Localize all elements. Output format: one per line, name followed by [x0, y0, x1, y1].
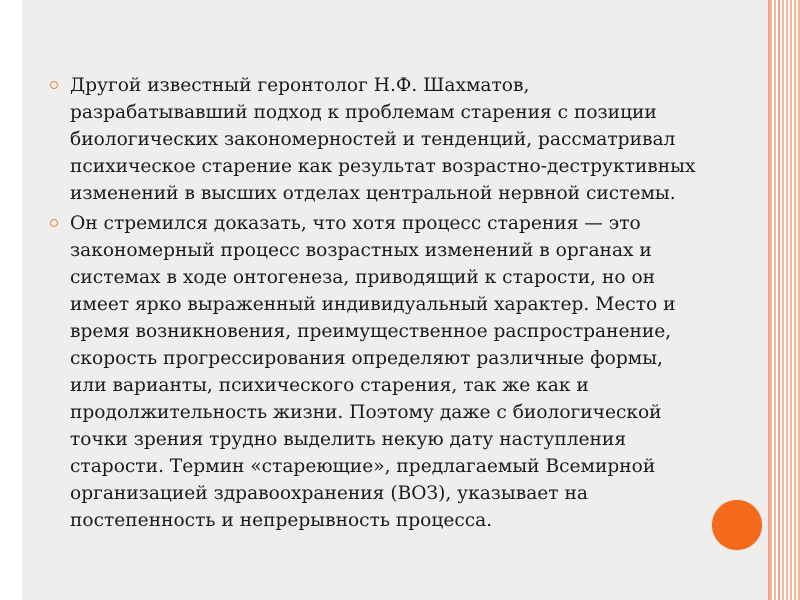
text-line: закономерный процесс возрастных изменений в органах и — [70, 240, 652, 261]
text-line: Другой известный геронтолог Н.Ф. Шахматов, — [70, 75, 530, 96]
text-line: Он стремился доказать, что хотя процесс старения — это — [70, 213, 641, 234]
text-line: постепенность и непрерывность процесса. — [70, 510, 493, 531]
stripe-divider-mid — [778, 0, 780, 600]
bullet-circle-icon — [50, 81, 58, 89]
text-line: разрабатывавший подход к проблемам старения с позиции — [70, 102, 657, 123]
bullet-item — [50, 72, 740, 207]
bullet-circle-icon — [50, 219, 58, 227]
text-line: или варианты, психического старения, так же как и — [70, 375, 589, 396]
text-line: продолжительность жизни. Поэтому даже с биологической — [70, 402, 662, 423]
bullet-item — [50, 210, 740, 534]
text-line: имеет ярко выраженный индивидуальный характер. Место и — [70, 294, 676, 315]
text-line: психическое старение как результат возрастно-деструктивных — [70, 156, 696, 177]
decorative-stripes — [768, 0, 800, 600]
stripe-divider-left — [768, 0, 770, 600]
text-line: биологических закономерностей и тенденций, рассматривал — [70, 129, 676, 150]
bullet-paragraph — [70, 210, 740, 534]
text-line: старости. Термин «стареющие», предлагаемый Всемирной — [70, 456, 656, 477]
text-line: скорость прогрессирования определяют различные формы, — [70, 348, 663, 369]
text-line: изменений в высших отделах центральной нервной системы. — [70, 183, 676, 204]
slide-body-text — [50, 72, 740, 537]
bullet-paragraph — [70, 72, 740, 207]
text-line: организацией здравоохранения (ВОЗ), указывает на — [70, 483, 588, 504]
text-line: точки зрения трудно выделить некую дату наступления — [70, 429, 627, 450]
text-line: время возникновения, преимущественное распространение, — [70, 321, 672, 342]
text-line: системах в ходе онтогенеза, приводящий к старости, но он — [70, 267, 656, 288]
